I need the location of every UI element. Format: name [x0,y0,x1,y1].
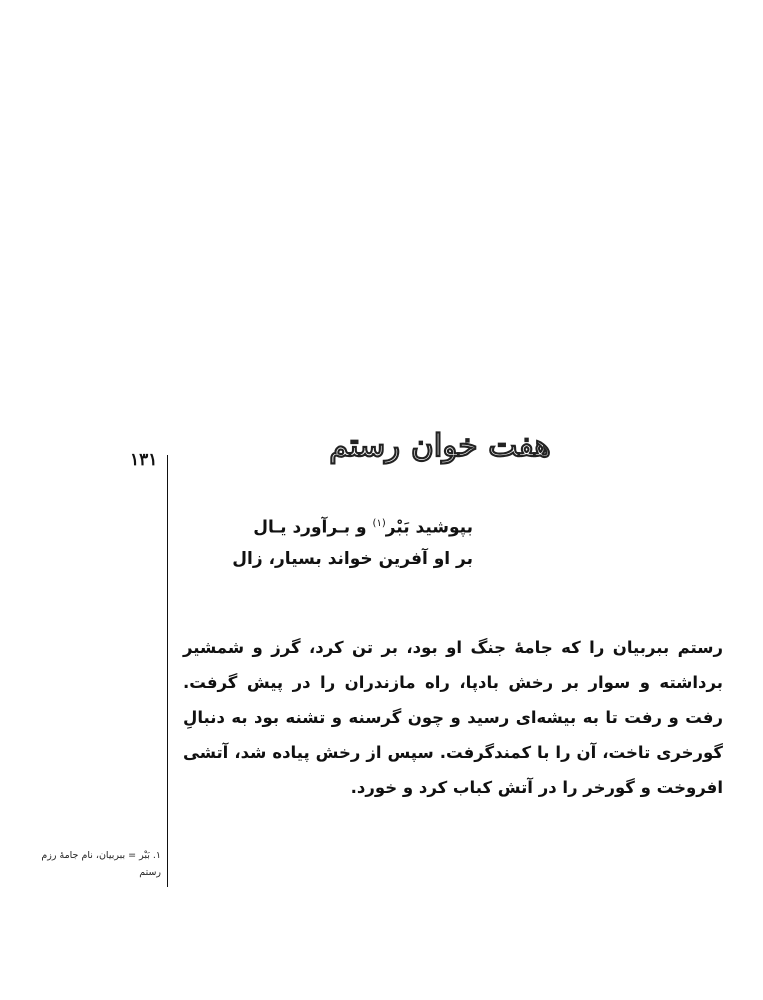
margin-rule [167,455,168,887]
page-number: ۱۳۱ [130,450,158,470]
verse-line-1-end: و بـرآورد یـال [253,517,373,538]
verse [173,508,473,575]
verse-line-1 [173,508,473,544]
chapter-title: هفت خوان رستم [329,428,551,464]
body-paragraph: رستم ببربیان را که جامهٔ جنگ او بود، بر تن کرد، گرز و شمشیر برداشته و سوار بر رخش بادپا، راه مازندران را در پیش گرفت. رفت و رفت تا به بیشه‌ای رسید و چون گرسنه و تشنه بود به دنبالِ گورخری تاخت، آن را با کمندگرفت. سپس از رخش پیاده شد، آتشی افروخت و گورخر را در آتش کباب کرد و خورد. [183,638,723,797]
verse-line-1-start: بپوشید بَبْر [385,517,473,538]
verse-line-2: بر او آفرین خواند بسیار، زال [232,548,473,569]
footnote-mark: (۱) [372,518,386,529]
footnote: ۱. بَبْر = ببربیان، نام جامهٔ رزم رستم [41,850,161,878]
